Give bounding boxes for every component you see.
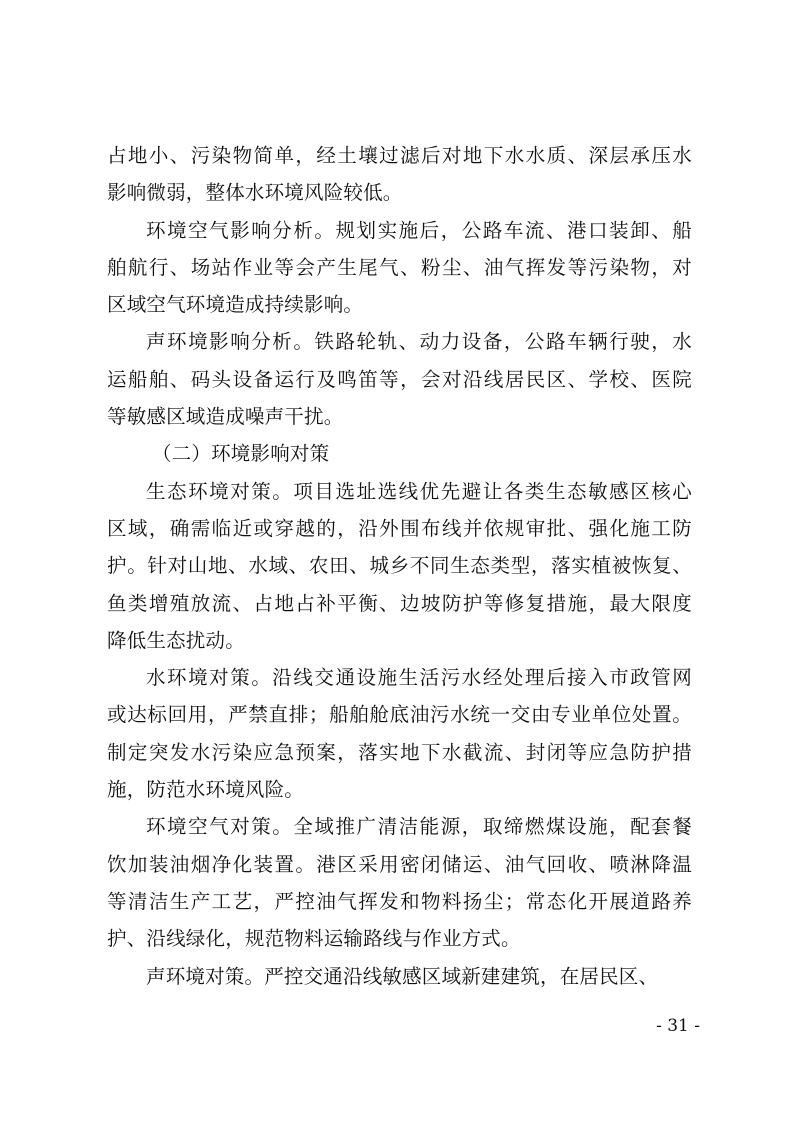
text-line: 区域空气环境造成持续影响。 — [107, 293, 364, 317]
text-line: 等敏感区域造成噪声干扰。 — [107, 405, 344, 429]
text-line: 制定突发水污染应急预案，落实地下水截流、封闭等应急防护措 — [107, 740, 692, 764]
paragraph-start-line: 水环境对策。沿线交通设施生活污水经处理后接入市政管网 — [146, 666, 692, 690]
paragraph-start-line: 环境空气影响分析。规划实施后，公路车流、港口装卸、船 — [146, 218, 692, 242]
section-heading: （二）环境影响对策 — [152, 442, 330, 466]
text-line: 影响微弱，整体水环境风险较低。 — [107, 181, 403, 205]
text-line: 占地小、污染物简单，经土壤过滤后对地下水水质、深层承压水 — [107, 144, 692, 167]
paragraph-start-line: 声环境影响分析。铁路轮轨、动力设备，公路车辆行驶，水 — [146, 330, 692, 354]
text-line: 鱼类增殖放流、占地占补平衡、边坡防护等修复措施，最大限度 — [107, 591, 692, 615]
text-line: 降低生态扰动。 — [107, 628, 245, 652]
paragraph-start-line: 生态环境对策。项目选址选线优先避让各类生态敏感区核心 — [146, 479, 692, 503]
body-text — [107, 137, 692, 995]
text-line: 舶航行、场站作业等会产生尾气、粉尘、油气挥发等污染物，对 — [107, 255, 692, 279]
text-line: 运船舶、码头设备运行及鸣笛等，会对沿线居民区、学校、医院 — [107, 367, 692, 391]
text-line: 护。针对山地、水域、农田、城乡不同生态类型，落实植被恢复、 — [107, 554, 692, 578]
paragraph-start-line: 声环境对策。严控交通沿线敏感区域新建建筑，在居民区、 — [146, 964, 659, 988]
text-line: 等清洁生产工艺，严控油气挥发和物料扬尘；常态化开展道路养 — [107, 889, 692, 913]
text-line: 区域，确需临近或穿越的，沿外围布线并依规审批、强化施工防 — [107, 516, 692, 540]
text-line: 或达标回用，严禁直排；船舶舱底油污水统一交由专业单位处置。 — [107, 703, 692, 727]
paragraph-start-line: 环境空气对策。全域推广清洁能源，取缔燃煤设施，配套餐 — [146, 815, 692, 839]
text-line: 护、沿线绿化，规范物料运输路线与作业方式。 — [107, 927, 521, 951]
text-line: 饮加装油烟净化装置。港区采用密闭储运、油气回收、喷淋降温 — [107, 852, 692, 876]
page-number: - 31 - — [656, 1016, 700, 1036]
text-line: 施，防范水环境风险。 — [107, 778, 305, 802]
